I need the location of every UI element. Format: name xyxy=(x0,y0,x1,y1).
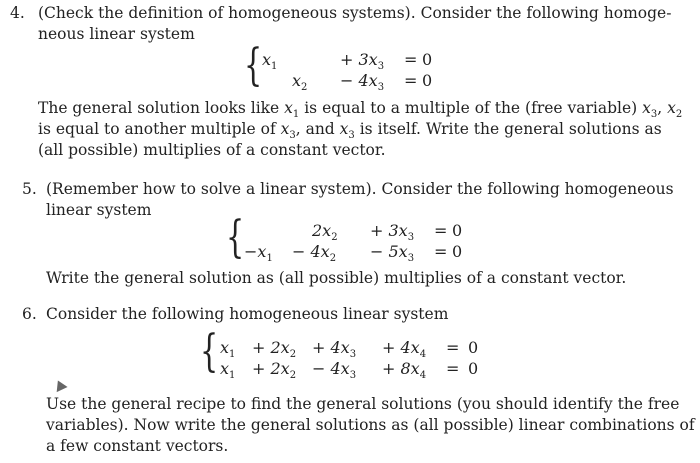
problem-6-line-1: Consider the following homogeneous linear system xyxy=(46,305,449,323)
problem-6-text-line-3: a few constant vectors. xyxy=(46,437,229,455)
problem-6-number: 6. xyxy=(22,305,37,323)
problem-4-system-brace: { xyxy=(244,40,263,91)
problem-5-line-1: (Remember how to solve a linear system). Consider the following homogeneous xyxy=(46,180,674,198)
problem-5-equation-2: $-x_1$ − $4x_2$ − $5x_3$ = 0 xyxy=(244,242,463,265)
mouse-cursor-icon xyxy=(52,378,67,392)
problem-6-equation-1: $x_1$ + $2x_2$ + $4x_3$ + $4x_4$ = 0 xyxy=(220,338,479,361)
problem-4-text-line-3: (all possible) multiplies of a constant vector. xyxy=(38,141,386,159)
problem-5-line-2: linear system xyxy=(46,201,152,219)
problem-4-line-2: neous linear system xyxy=(38,25,195,43)
problem-5-number: 5. xyxy=(22,180,37,198)
problem-4-equation-1: $x_1$ + $3x_3$ = 0 xyxy=(262,50,433,73)
problem-5-system-brace: { xyxy=(226,212,245,263)
problem-4-number: 4. xyxy=(10,4,25,22)
problem-4-text-line-2: is equal to another multiple of $x_3$, and $x_3$ is itself. Write the general solutions as xyxy=(38,120,662,142)
problem-6-text-line-2: variables). Now write the general solutions as (all possible) linear combinations of xyxy=(46,416,695,434)
problem-5-text-line-1: Write the general solution as (all possible) multiplies of a constant vector. xyxy=(46,269,627,287)
problem-5-equation-1: $2x_2$ + $3x_3$ = 0 xyxy=(312,221,463,244)
problem-6-system-brace: { xyxy=(200,326,219,377)
problem-6-equation-2: $x_1$ + $2x_2$ − $4x_3$ + $8x_4$ = 0 xyxy=(220,359,479,382)
problem-4-equation-2: $x_2$ − $4x_3$ = 0 xyxy=(292,71,433,94)
problem-4-line-1: (Check the definition of homogeneous systems). Consider the following homoge- xyxy=(38,4,672,22)
problem-6-text-line-1: Use the general recipe to find the general solutions (you should identify the free xyxy=(46,395,680,413)
problem-4-text-line-1: The general solution looks like $x_1$ is equal to a multiple of the (free variable) $x_3$, $x_2$ xyxy=(38,99,683,121)
